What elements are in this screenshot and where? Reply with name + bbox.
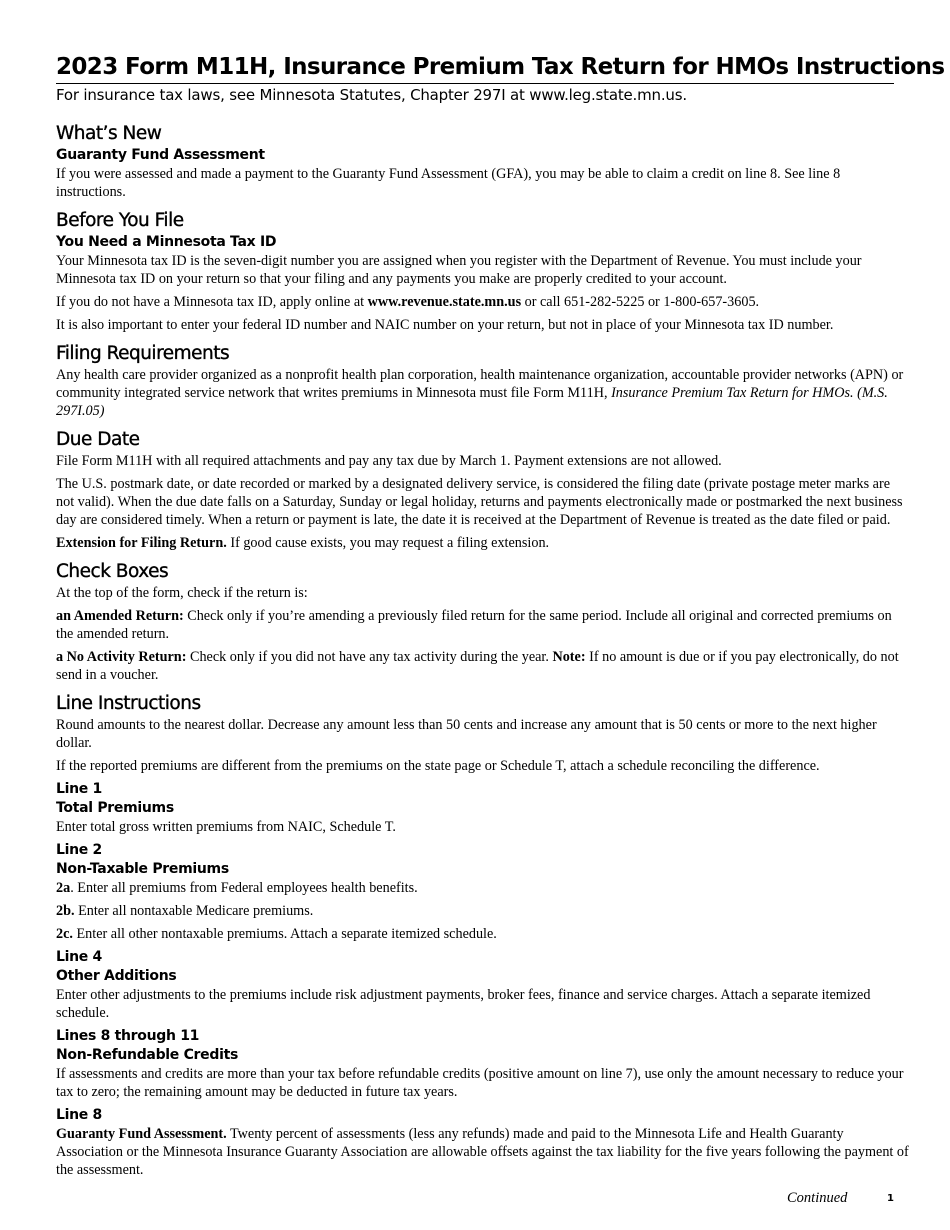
section-line-8: [56, 1106, 911, 1179]
paragraph: File Form M11H with all required attachments and pay any tax due by March 1. Payment extensions are not allowed.: [56, 453, 722, 469]
section-due-date: [56, 428, 911, 552]
section-line-2: [56, 841, 911, 943]
section-line-1: [56, 780, 911, 836]
section-heading: What’s New: [56, 123, 162, 144]
revenue-website-link[interactable]: www.revenue.state.mn.us: [367, 294, 522, 310]
text: Enter all nontaxable Medicare premiums.: [74, 903, 314, 919]
lead-text: Guaranty Fund Assessment.: [56, 1126, 227, 1142]
lead-text: 2b.: [56, 903, 75, 919]
sub-heading: Guaranty Fund Assessment: [56, 147, 265, 163]
lead-text: Extension for Filing Return.: [56, 535, 227, 551]
lead-text: an Amended Return:: [56, 608, 184, 624]
paragraph: Enter other adjustments to the premiums include risk adjustment payments, broker fees, finance and service charges. Attach a separate itemized schedule.: [56, 987, 871, 1021]
text: Check only if you’re amending a previously filed return for the same period. Include all original and corrected premiums on the amended return.: [56, 608, 892, 642]
text: . Enter all premiums from Federal employees health benefits.: [70, 880, 418, 896]
line-title: Other Additions: [56, 968, 177, 984]
line-title: Total Premiums: [56, 800, 174, 816]
text: Check only if you did not have any tax activity during the year.: [186, 649, 553, 665]
text: Twenty percent of assessments (less any refunds) made and paid to the Minnesota Life and Health Guaranty Association or the Minnesota Insurance Guaranty Association are allowable offsets against the tax liability for the five years following the payment of the assessment.: [56, 1126, 909, 1178]
note-label: Note:: [552, 649, 586, 665]
paragraph: [56, 366, 911, 420]
paragraph: [56, 648, 911, 684]
paragraph: [56, 925, 911, 943]
line-label: Line 1: [56, 781, 102, 797]
paragraph: If the reported premiums are different from the premiums on the state page or Schedule T, attach a schedule reconciling the difference.: [56, 758, 820, 774]
section-lines-8-11: [56, 1027, 911, 1101]
paragraph: [56, 879, 911, 897]
section-heading: Line Instructions: [56, 693, 201, 714]
paragraph: The U.S. postmark date, or date recorded or marked by a designated delivery service, is considered the filing date (private postage meter marks are not valid). When the due date falls on a Saturday, Sunday or legal holiday, returns and payments electronically made or postmarked the next business day are considered timely. When a return or payment is late, the date it is received at the Department of Revenue is treated as the date filed or paid.: [56, 476, 903, 528]
paragraph: [56, 902, 911, 920]
page-number: 1: [887, 1193, 894, 1204]
section-before-you-file: [56, 209, 911, 334]
line-title: Non-Refundable Credits: [56, 1047, 238, 1063]
line-title: Non-Taxable Premiums: [56, 861, 229, 877]
section-line-4: [56, 948, 911, 1022]
lead-text: a No Activity Return:: [56, 649, 187, 665]
lead-text: 2a: [56, 880, 71, 896]
page-subtitle: For insurance tax laws, see Minnesota Statutes, Chapter 297I at www.leg.state.mn.us.: [56, 86, 687, 104]
line-label: Line 8: [56, 1107, 102, 1123]
section-whats-new: [56, 122, 911, 201]
paragraph: [56, 293, 911, 311]
line-label: Line 4: [56, 949, 102, 965]
paragraph: It is also important to enter your federal ID number and NAIC number on your return, but not in place of your Minnesota tax ID number.: [56, 317, 834, 333]
text: or call 651-282-5225 or 1-800-657-3605.: [521, 294, 760, 310]
text: Enter all other nontaxable premiums. Attach a separate itemized schedule.: [72, 926, 497, 942]
paragraph: Enter total gross written premiums from NAIC, Schedule T.: [56, 819, 396, 835]
paragraph: [56, 1125, 911, 1179]
text: Any health care provider organized as a nonprofit health plan corporation, health maintenance organization, accountable provider networks (APN) or community integrated service network that writes premiums in Minnesota must file Form M11H,: [56, 367, 904, 401]
form-name: Insurance Premium Tax Return for HMOs. (M.S. 297I.05): [56, 385, 888, 419]
section-heading: Check Boxes: [56, 561, 169, 582]
paragraph: If assessments and credits are more than your tax before refundable credits (positive amount on line 7), use only the amount necessary to reduce your tax to zero; the remaining amount may be deducted in future tax years.: [56, 1066, 904, 1100]
text: If you do not have a Minnesota tax ID, apply online at: [56, 294, 368, 310]
lead-text: 2c.: [56, 926, 73, 942]
section-line-instructions: [56, 692, 911, 775]
line-label: Lines 8 through 11: [56, 1028, 200, 1044]
paragraph: If you were assessed and made a payment to the Guaranty Fund Assessment (GFA), you may be able to claim a credit on line 8. See line 8 instructions.: [56, 166, 841, 200]
section-filing-requirements: [56, 342, 911, 420]
paragraph: Your Minnesota tax ID is the seven-digit number you are assigned when you register with the Department of Revenue. You must include your Minnesota tax ID on your return so that your filing and any payments you make are properly credited to your account.: [56, 253, 862, 287]
sub-heading: You Need a Minnesota Tax ID: [56, 234, 277, 250]
paragraph: Round amounts to the nearest dollar. Decrease any amount less than 50 cents and increase any amount that is 50 cents or more to the next higher dollar.: [56, 717, 877, 751]
paragraph: [56, 607, 911, 643]
document-body: [56, 122, 911, 1179]
line-label: Line 2: [56, 842, 102, 858]
section-heading: Due Date: [56, 429, 140, 450]
page-title: 2023 Form M11H, Insurance Premium Tax Return for HMOs Instructions: [56, 51, 894, 84]
text: If no amount is due or if you pay electronically, do not send in a voucher.: [56, 649, 899, 683]
paragraph: At the top of the form, check if the return is:: [56, 585, 308, 601]
section-heading: Before You File: [56, 210, 184, 231]
section-check-boxes: [56, 560, 911, 684]
paragraph: [56, 534, 911, 552]
section-heading: Filing Requirements: [56, 343, 230, 364]
text: If good cause exists, you may request a filing extension.: [226, 535, 550, 551]
continued-label: Continued: [787, 1190, 848, 1206]
